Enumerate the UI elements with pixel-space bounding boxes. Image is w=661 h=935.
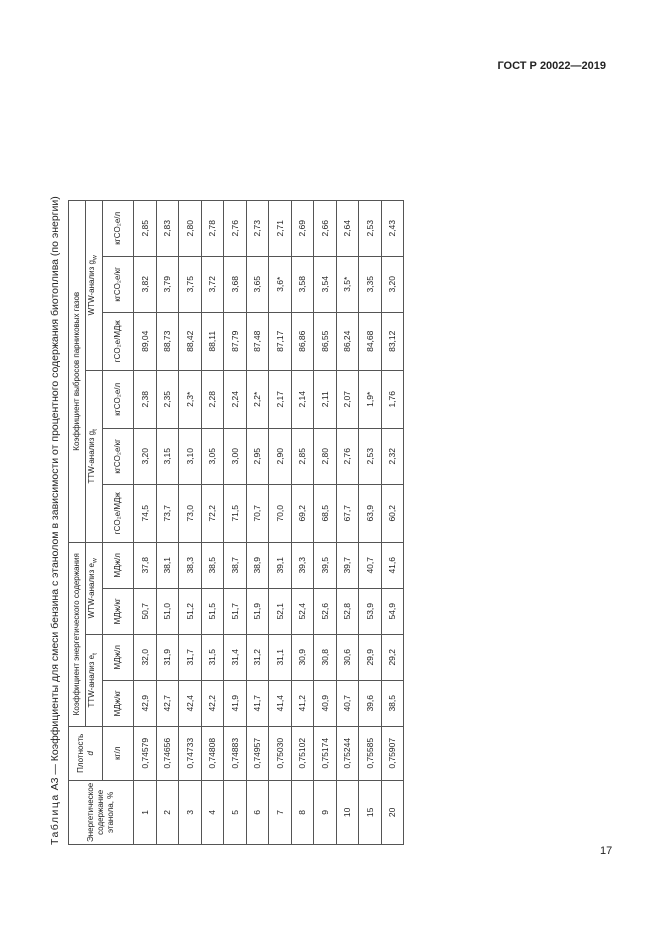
table-cell: 73,7 — [156, 484, 179, 542]
table-cell: 51,9 — [246, 588, 269, 634]
table-cell: 2,17 — [269, 370, 292, 428]
table-cell: 2,76 — [336, 428, 359, 484]
table-cell: 60,2 — [381, 484, 404, 542]
table-row — [314, 200, 337, 844]
table-cell: 2,28 — [201, 370, 224, 428]
table-caption — [46, 87, 64, 845]
wtw-energy-label: WTW-анализ e — [87, 563, 97, 619]
table-cell: 86,55 — [314, 312, 337, 370]
table-cell: 2,53 — [359, 428, 382, 484]
page-number: 17 — [600, 845, 613, 857]
table-cell: 41,4 — [269, 680, 292, 726]
wtw-energy-sub: w — [91, 558, 99, 564]
table-cell: 3 — [179, 780, 202, 844]
table-cell: 2 — [156, 780, 179, 844]
wtw-energy-header — [86, 542, 103, 634]
table-row — [179, 200, 202, 844]
table-cell: 88,73 — [156, 312, 179, 370]
table-cell: 87,48 — [246, 312, 269, 370]
table-cell: 67,7 — [336, 484, 359, 542]
table-row — [156, 200, 179, 844]
table-cell: 2,80 — [179, 200, 202, 256]
table-cell: 38,5 — [381, 680, 404, 726]
table-cell: 2,14 — [291, 370, 314, 428]
table-cell: 42,2 — [201, 680, 224, 726]
table-cell: 51,7 — [224, 588, 247, 634]
table-cell: 52,4 — [291, 588, 314, 634]
wtw-ghg-label: WTW-анализ g — [87, 260, 97, 316]
table-cell: 72,2 — [201, 484, 224, 542]
table-cell: 2,53 — [359, 200, 382, 256]
table-cell: 69,2 — [291, 484, 314, 542]
col-energy-content-header: Энергетическое содержание этанола, % — [69, 780, 134, 844]
table-cell: 1,9* — [359, 370, 382, 428]
table-cell: 7 — [269, 780, 292, 844]
density-symbol: d — [85, 751, 95, 756]
wtw-ghg-sub: w — [91, 255, 99, 261]
energy-coef-header: Коэффициент энергетического содержания — [69, 542, 86, 726]
table-cell: 2,83 — [156, 200, 179, 256]
table-row — [336, 200, 359, 844]
table-cell: 0,74579 — [134, 726, 157, 780]
table-cell: 3,20 — [134, 428, 157, 484]
table-cell: 63,9 — [359, 484, 382, 542]
table-cell: 38,3 — [179, 542, 202, 588]
table-cell: 2,66 — [314, 200, 337, 256]
table-cell: 6 — [246, 780, 269, 844]
table-row — [359, 200, 382, 844]
table-cell: 54,9 — [381, 588, 404, 634]
table-cell: 2,35 — [156, 370, 179, 428]
table-cell: 29,9 — [359, 634, 382, 680]
table-cell: 30,9 — [291, 634, 314, 680]
table-cell: 39,6 — [359, 680, 382, 726]
table-row — [291, 200, 314, 844]
table-cell: 38,5 — [201, 542, 224, 588]
table-cell: 3,79 — [156, 256, 179, 312]
table-cell: 31,9 — [156, 634, 179, 680]
table-cell: 2,07 — [336, 370, 359, 428]
table-row — [246, 200, 269, 844]
table-cell: 51,2 — [179, 588, 202, 634]
table-cell: 32,0 — [134, 634, 157, 680]
table-cell: 70,0 — [269, 484, 292, 542]
table-cell: 10 — [336, 780, 359, 844]
table-row — [201, 200, 224, 844]
caption-text: — Коэффициенты для смеси бензина с этанолом в зависимости от процентного содержания биотоплива (по энергии) — [49, 196, 61, 778]
unit-cell: гCO₂е/МДж — [103, 312, 134, 370]
table-cell: 3,20 — [381, 256, 404, 312]
table-cell: 52,1 — [269, 588, 292, 634]
table-cell: 29,2 — [381, 634, 404, 680]
table-cell: 2,80 — [314, 428, 337, 484]
table-cell: 0,74656 — [156, 726, 179, 780]
table-cell: 40,7 — [359, 542, 382, 588]
table-cell: 2,95 — [246, 428, 269, 484]
table-row — [134, 200, 157, 844]
table-cell: 0,75907 — [381, 726, 404, 780]
table-cell: 42,4 — [179, 680, 202, 726]
col-density-header — [69, 726, 103, 780]
table-cell: 52,6 — [314, 588, 337, 634]
table-row — [381, 200, 404, 844]
table-row — [269, 200, 292, 844]
unit-cell: МДж/кг — [103, 680, 134, 726]
table-cell: 31,4 — [224, 634, 247, 680]
data-table — [68, 200, 404, 845]
caption-label: Таблица — [49, 793, 61, 845]
table-cell: 88,42 — [179, 312, 202, 370]
table-cell: 41,6 — [381, 542, 404, 588]
table-cell: 4 — [201, 780, 224, 844]
table-cell: 41,9 — [224, 680, 247, 726]
table-cell: 2,43 — [381, 200, 404, 256]
ghg-coef-header: Коэффициент выбросов парниковых газов — [69, 200, 86, 542]
table-cell: 31,2 — [246, 634, 269, 680]
table-cell: 73,0 — [179, 484, 202, 542]
table-cell: 74,5 — [134, 484, 157, 542]
table-cell: 0,74808 — [201, 726, 224, 780]
caption-number: А3 — [49, 777, 61, 791]
unit-cell: МДж/л — [103, 634, 134, 680]
table-cell: 1,76 — [381, 370, 404, 428]
table-cell: 41,2 — [291, 680, 314, 726]
table-cell: 31,5 — [201, 634, 224, 680]
table-cell: 2,11 — [314, 370, 337, 428]
units-row — [103, 200, 134, 844]
table-cell: 0,74883 — [224, 726, 247, 780]
unit-cell: МДж/кг — [103, 588, 134, 634]
table-cell: 30,6 — [336, 634, 359, 680]
table-cell: 1 — [134, 780, 157, 844]
table-cell: 38,1 — [156, 542, 179, 588]
table-cell: 2,3* — [179, 370, 202, 428]
table-cell: 89,04 — [134, 312, 157, 370]
table-cell: 2,38 — [134, 370, 157, 428]
table-cell: 31,7 — [179, 634, 202, 680]
unit-cell: гCO₂е/МДж — [103, 484, 134, 542]
density-label: Плотность — [75, 733, 85, 773]
table-cell: 2,85 — [134, 200, 157, 256]
table-cell: 86,86 — [291, 312, 314, 370]
table-cell: 0,75030 — [269, 726, 292, 780]
table-cell: 0,75102 — [291, 726, 314, 780]
ttw-ghg-sub: t — [91, 429, 99, 431]
unit-cell: кгCO₂е/кг — [103, 428, 134, 484]
table-cell: 2,90 — [269, 428, 292, 484]
table-cell: 3,54 — [314, 256, 337, 312]
table-cell: 30,8 — [314, 634, 337, 680]
table-cell: 2,64 — [336, 200, 359, 256]
table-cell: 0,74733 — [179, 726, 202, 780]
table-cell: 9 — [314, 780, 337, 844]
table-cell: 41,7 — [246, 680, 269, 726]
table-cell: 3,58 — [291, 256, 314, 312]
table-cell: 87,79 — [224, 312, 247, 370]
table-cell: 2,73 — [246, 200, 269, 256]
table-cell: 0,75174 — [314, 726, 337, 780]
table-cell: 37,8 — [134, 542, 157, 588]
table-cell: 68,5 — [314, 484, 337, 542]
table-cell: 3,05 — [201, 428, 224, 484]
unit-cell: МДж/л — [103, 542, 134, 588]
table-row — [224, 200, 247, 844]
table-cell: 0,75585 — [359, 726, 382, 780]
table-cell: 2,71 — [269, 200, 292, 256]
table-cell: 39,1 — [269, 542, 292, 588]
table-cell: 5 — [224, 780, 247, 844]
table-cell: 3,15 — [156, 428, 179, 484]
table-cell: 42,9 — [134, 680, 157, 726]
table-cell: 71,5 — [224, 484, 247, 542]
ttw-energy-label: TTW-анализ e — [87, 654, 97, 708]
table-cell: 53,9 — [359, 588, 382, 634]
table-cell: 70,7 — [246, 484, 269, 542]
table-cell: 8 — [291, 780, 314, 844]
table-cell: 2,78 — [201, 200, 224, 256]
table-cell: 2,69 — [291, 200, 314, 256]
unit-cell: кгCO₂е/л — [103, 200, 134, 256]
ttw-energy-sub: t — [91, 653, 99, 655]
table-cell: 2,2* — [246, 370, 269, 428]
unit-cell: кг/л — [103, 726, 134, 780]
table-cell: 3,75 — [179, 256, 202, 312]
table-cell: 42,7 — [156, 680, 179, 726]
table-cell: 2,76 — [224, 200, 247, 256]
table-cell: 83,12 — [381, 312, 404, 370]
table-cell: 3,35 — [359, 256, 382, 312]
table-cell: 2,32 — [381, 428, 404, 484]
table-cell: 3,82 — [134, 256, 157, 312]
table-cell: 0,75244 — [336, 726, 359, 780]
table-cell: 3,65 — [246, 256, 269, 312]
table-cell: 38,9 — [246, 542, 269, 588]
unit-cell: кгCO₂е/л — [103, 370, 134, 428]
wtw-ghg-header — [86, 200, 103, 370]
table-body — [134, 200, 404, 844]
table-cell: 31,1 — [269, 634, 292, 680]
table-cell: 51,0 — [156, 588, 179, 634]
table-cell: 15 — [359, 780, 382, 844]
table-cell: 3,00 — [224, 428, 247, 484]
table-cell: 3,72 — [201, 256, 224, 312]
table-cell: 2,24 — [224, 370, 247, 428]
table-cell: 39,7 — [336, 542, 359, 588]
table-cell: 3,6* — [269, 256, 292, 312]
table-cell: 86,24 — [336, 312, 359, 370]
table-cell: 40,9 — [314, 680, 337, 726]
table-cell: 52,8 — [336, 588, 359, 634]
ttw-energy-header — [86, 634, 103, 726]
table-cell: 87,17 — [269, 312, 292, 370]
table-cell: 3,68 — [224, 256, 247, 312]
table-cell: 88,11 — [201, 312, 224, 370]
table-cell: 0,74957 — [246, 726, 269, 780]
table-cell: 84,68 — [359, 312, 382, 370]
table-cell: 20 — [381, 780, 404, 844]
table-cell: 38,7 — [224, 542, 247, 588]
table-cell: 3,10 — [179, 428, 202, 484]
table-cell: 2,85 — [291, 428, 314, 484]
standard-header: ГОСТ Р 20022—2019 — [497, 60, 606, 72]
rotated-table-block — [46, 87, 398, 845]
ttw-ghg-header — [86, 370, 103, 542]
table-cell: 40,7 — [336, 680, 359, 726]
ttw-ghg-label: TTW-анализ g — [87, 430, 97, 484]
table-cell: 3,5* — [336, 256, 359, 312]
table-cell: 39,5 — [314, 542, 337, 588]
table-cell: 50,7 — [134, 588, 157, 634]
unit-cell: кгCO₂е/кг — [103, 256, 134, 312]
table-cell: 51,5 — [201, 588, 224, 634]
table-cell: 39,3 — [291, 542, 314, 588]
